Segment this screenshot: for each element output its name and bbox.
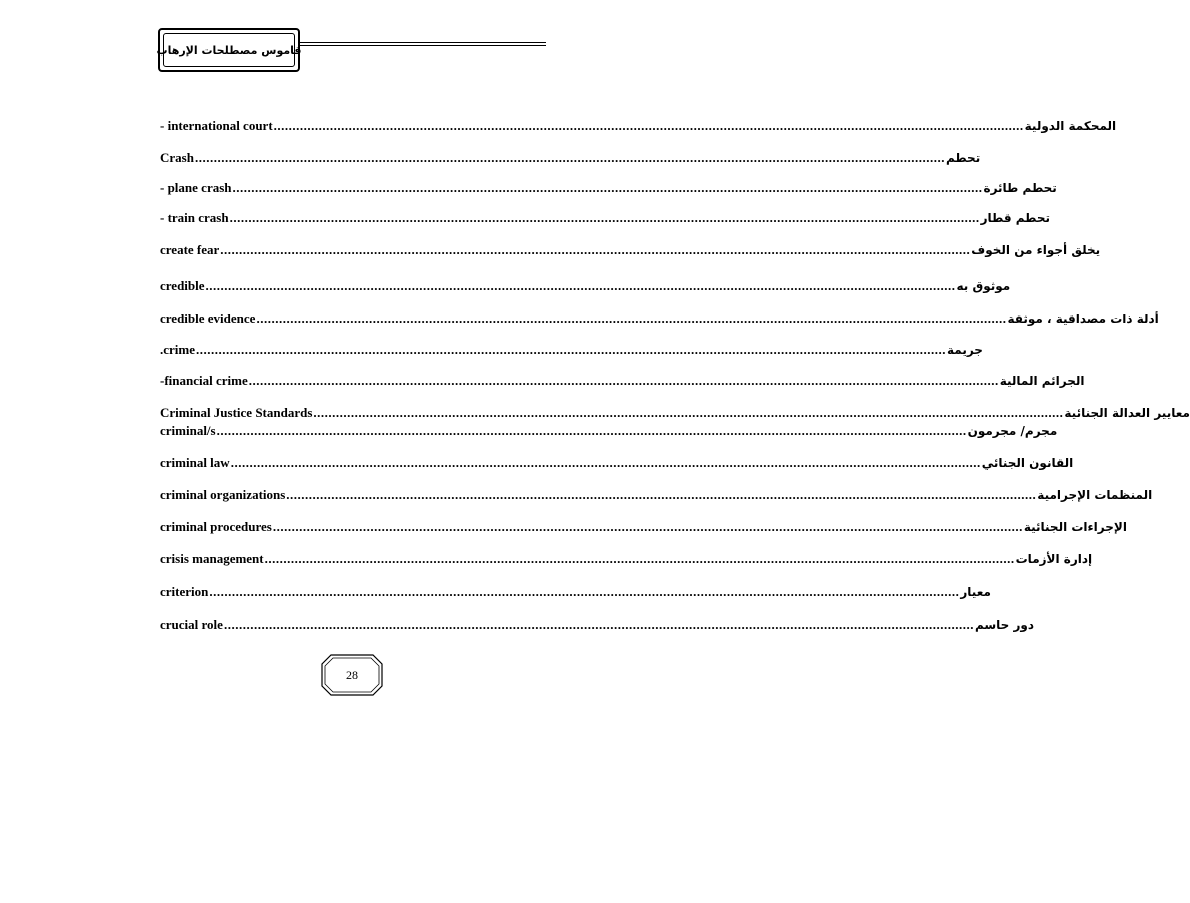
entry-arabic-term: إدارة الأزمات bbox=[1015, 552, 1093, 566]
entry-arabic-term: يخلق أجواء من الخوف bbox=[971, 243, 1101, 257]
leader-dots: ........................................................................................................................................................................................................ bbox=[205, 278, 956, 293]
entry-english-term: criterion bbox=[160, 584, 209, 599]
entry-english-term: - international court bbox=[160, 118, 273, 133]
entry-arabic-term: معيار bbox=[960, 585, 991, 599]
leader-dots: ........................................................................................................................................................................................................ bbox=[248, 373, 999, 388]
leader-dots: ........................................................................................................................................................................................................ bbox=[232, 180, 983, 195]
entry-arabic-term: أدلة ذات مصداقية ، موثقة bbox=[1007, 312, 1159, 326]
leader-dots: ........................................................................................................................................................................................................ bbox=[196, 342, 947, 357]
page-number-badge bbox=[321, 654, 383, 696]
entry-arabic-term: القانون الجنائي bbox=[981, 456, 1074, 470]
glossary-entry bbox=[160, 423, 1058, 443]
entry-english-term: crucial role bbox=[160, 617, 223, 632]
glossary-entry bbox=[160, 617, 1035, 637]
entry-english-term: Crash bbox=[160, 150, 194, 165]
leader-dots: ........................................................................................................................................................................................................ bbox=[272, 519, 1023, 534]
glossary-entry bbox=[160, 118, 1117, 138]
leader-dots: ........................................................................................................................................................................................................ bbox=[220, 242, 971, 257]
leader-dots: ........................................................................................................................................................................................................ bbox=[264, 551, 1015, 566]
header-title-box bbox=[158, 28, 300, 72]
entry-arabic-term: مجرم/ مجرمون bbox=[967, 424, 1058, 438]
leader-dots: ........................................................................................................................................................................................................ bbox=[313, 405, 1064, 420]
entry-arabic-term: تحطم bbox=[945, 151, 981, 165]
glossary-entry bbox=[160, 278, 1011, 298]
entry-english-term: .crime bbox=[160, 342, 196, 357]
glossary-entry bbox=[160, 150, 981, 170]
entry-arabic-term: تحطم طائرة bbox=[983, 181, 1057, 195]
leader-dots: ........................................................................................................................................................................................................ bbox=[230, 455, 981, 470]
entry-english-term: create fear bbox=[160, 242, 220, 257]
entry-arabic-term: المحكمة الدولية bbox=[1024, 119, 1117, 133]
glossary-entry bbox=[160, 311, 1159, 331]
glossary-entry bbox=[160, 584, 991, 604]
entry-arabic-term: جريمة bbox=[947, 343, 983, 357]
glossary-entry bbox=[160, 373, 1085, 393]
entry-english-term: credible evidence bbox=[160, 311, 256, 326]
entry-english-term: criminal/s bbox=[160, 423, 216, 438]
glossary-entry bbox=[160, 455, 1074, 475]
leader-dots: ........................................................................................................................................................................................................ bbox=[286, 487, 1037, 502]
entry-arabic-term: المنظمات الإجرامية bbox=[1037, 488, 1153, 502]
glossary-entry bbox=[160, 551, 1093, 571]
entry-english-term: criminal organizations bbox=[160, 487, 286, 502]
glossary-entry bbox=[160, 342, 983, 362]
entry-english-term: - plane crash bbox=[160, 180, 232, 195]
entry-english-term: crisis management bbox=[160, 551, 264, 566]
entry-english-term: -financial crime bbox=[160, 373, 248, 388]
leader-dots: ........................................................................................................................................................................................................ bbox=[273, 118, 1024, 133]
entry-english-term: - train crash bbox=[160, 210, 229, 225]
glossary-entry bbox=[160, 210, 1051, 230]
entry-arabic-term: معايير العدالة الجنائية bbox=[1064, 406, 1190, 420]
leader-dots: ........................................................................................................................................................................................................ bbox=[216, 423, 967, 438]
entry-arabic-term: دور حاسم bbox=[974, 618, 1035, 632]
leader-dots: ........................................................................................................................................................................................................ bbox=[223, 617, 974, 632]
glossary-entry bbox=[160, 405, 1190, 425]
page-number: 28 bbox=[346, 667, 358, 682]
leader-dots: ........................................................................................................................................................................................................ bbox=[229, 210, 980, 225]
entry-english-term: Criminal Justice Standards bbox=[160, 405, 313, 420]
header-title-frame bbox=[156, 33, 302, 67]
entry-english-term: criminal procedures bbox=[160, 519, 272, 534]
entry-arabic-term: الجرائم المالية bbox=[999, 374, 1085, 388]
glossary-entry bbox=[160, 242, 1101, 262]
entry-arabic-term: موثوق به bbox=[956, 279, 1011, 293]
leader-dots: ........................................................................................................................................................................................................ bbox=[209, 584, 960, 599]
glossary-entry bbox=[160, 519, 1127, 539]
glossary-entry bbox=[160, 180, 1057, 200]
entry-english-term: credible bbox=[160, 278, 205, 293]
glossary-entry bbox=[160, 487, 1153, 507]
entry-arabic-term: تحطم قطار bbox=[980, 211, 1051, 225]
header-title: قاموس مصطلحات الإرهاب bbox=[156, 43, 302, 57]
leader-dots: ........................................................................................................................................................................................................ bbox=[256, 311, 1007, 326]
entry-arabic-term: الإجراءات الجنائية bbox=[1023, 520, 1127, 534]
entry-english-term: criminal law bbox=[160, 455, 230, 470]
leader-dots: ........................................................................................................................................................................................................ bbox=[194, 150, 945, 165]
